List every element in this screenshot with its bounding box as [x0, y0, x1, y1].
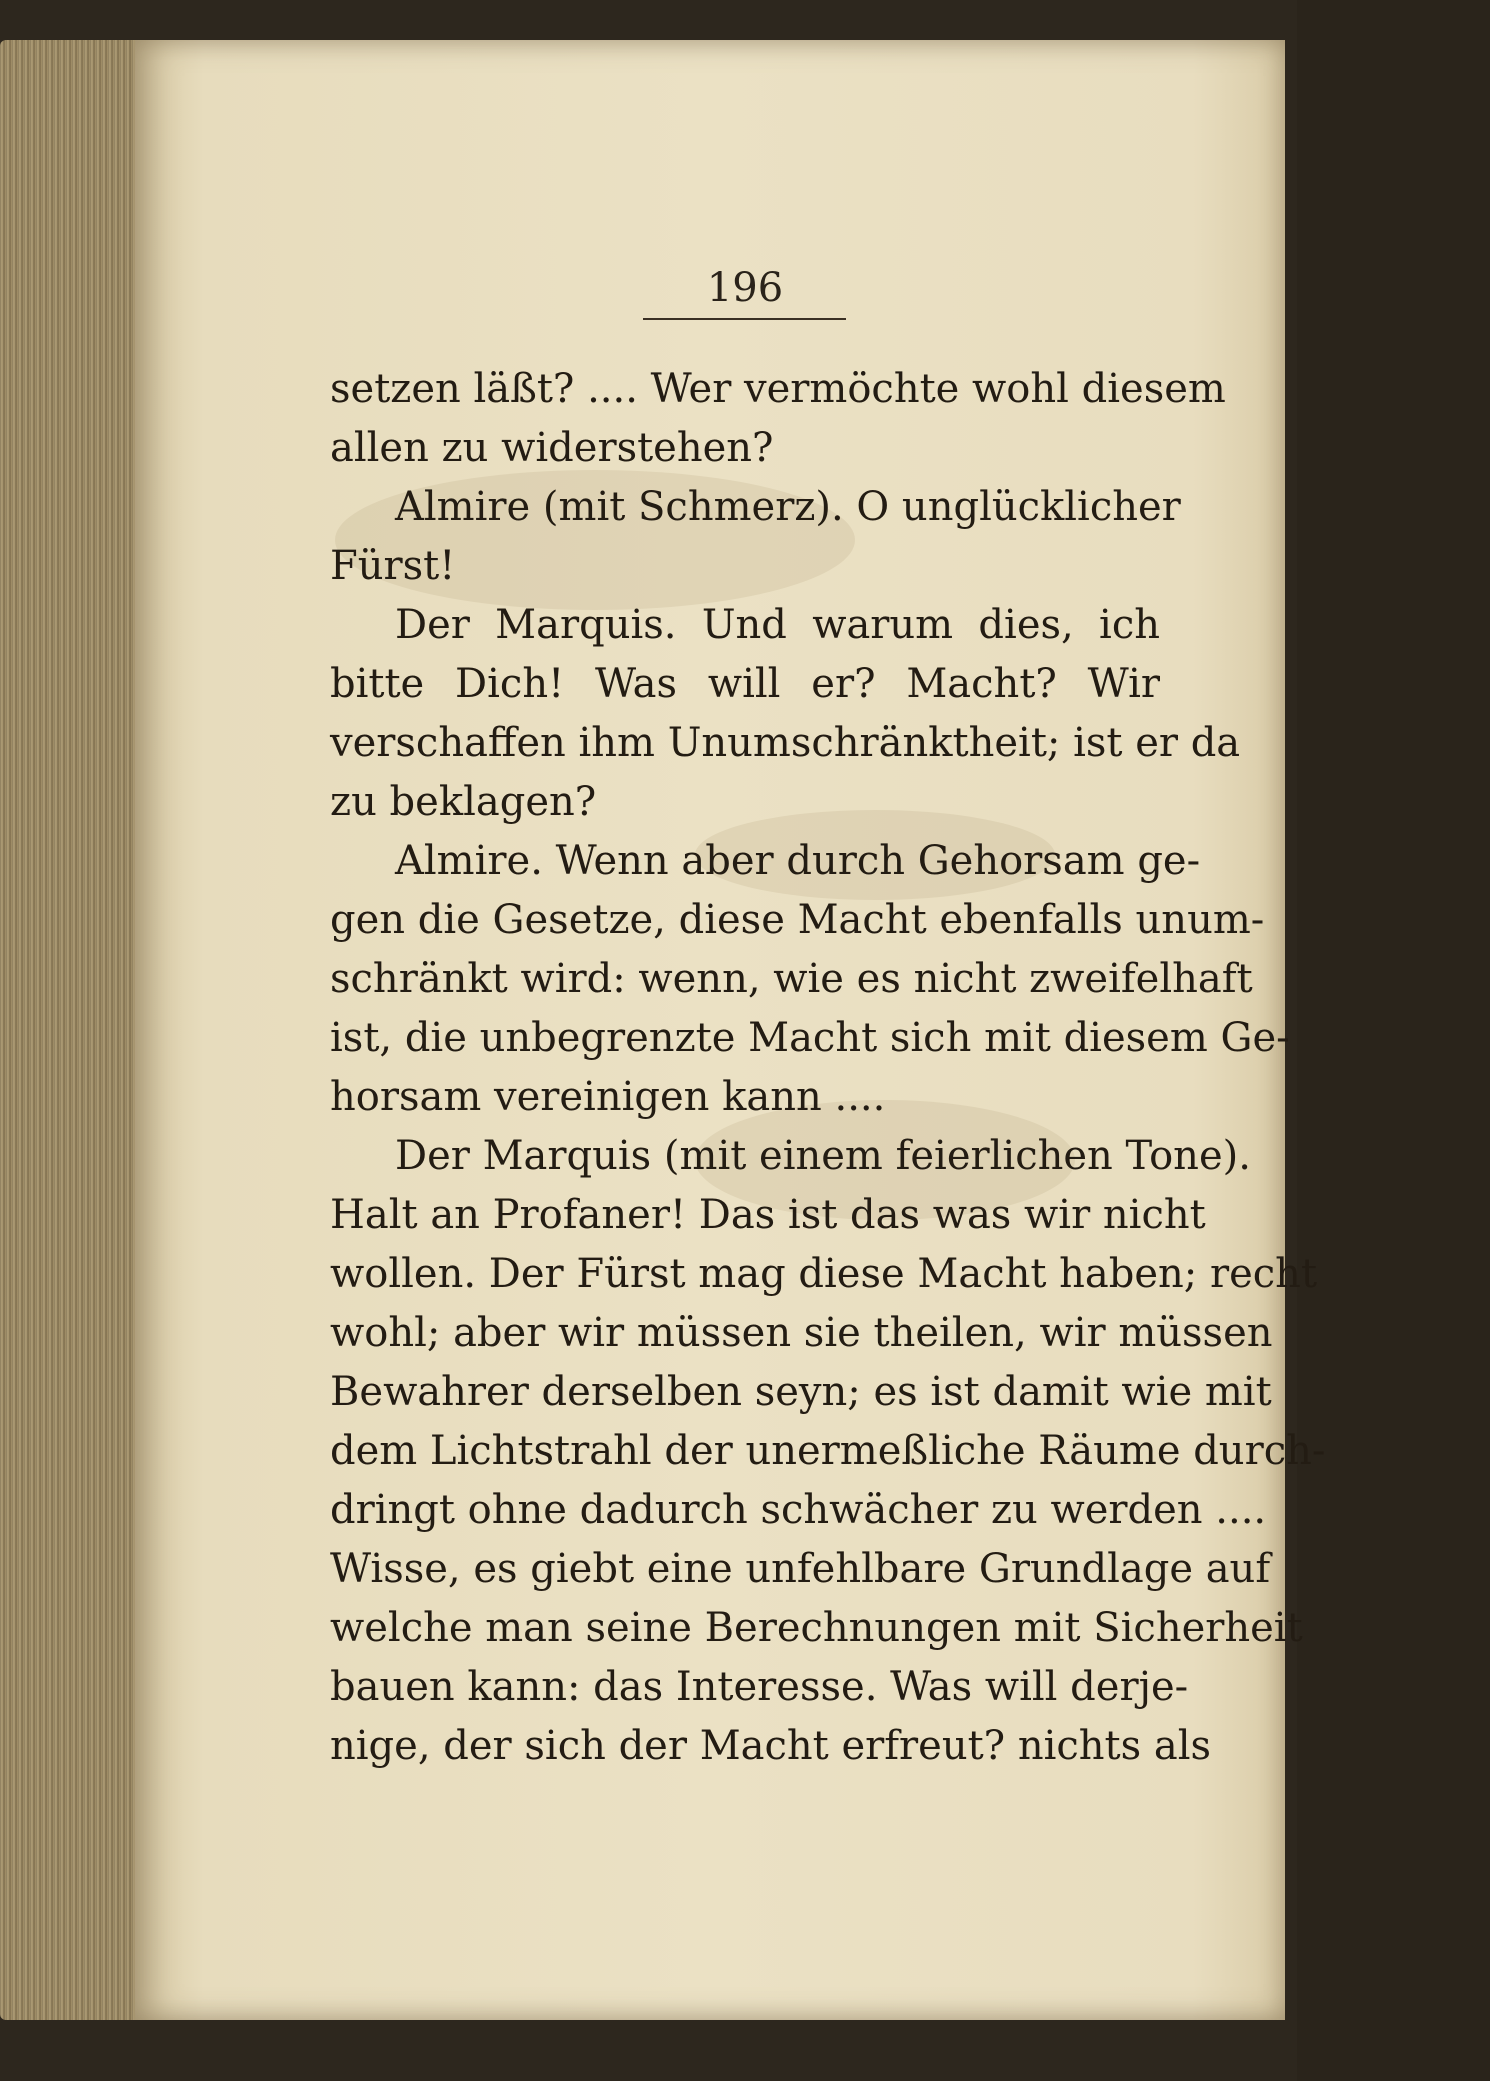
text-line: Almire (mit Schmerz). O unglücklicher: [395, 484, 1181, 530]
page-edges: [0, 40, 140, 2020]
text-line: Der Marquis. Und warum dies, ich: [395, 602, 1160, 648]
text-line: Bewahrer derselben seyn; es ist damit wie mit: [330, 1369, 1272, 1415]
text-line: horsam vereinigen kann ....: [330, 1074, 886, 1120]
text-line: Fürst!: [330, 543, 456, 589]
text-line: dem Lichtstrahl der unermeßliche Räume durch-: [330, 1428, 1326, 1474]
text-line: nige, der sich der Macht erfreut? nichts als: [330, 1723, 1212, 1769]
text-line: schränkt wird: wenn, wie es nicht zweifelhaft: [330, 956, 1253, 1002]
text-line: bitte Dich! Was will er? Macht? Wir: [330, 661, 1160, 707]
text-line: ist, die unbegrenzte Macht sich mit diesem Ge-: [330, 1015, 1290, 1061]
text-line: Halt an Profaner! Das ist das was wir nicht: [330, 1192, 1206, 1238]
text-line: Wisse, es giebt eine unfehlbare Grundlage auf: [330, 1546, 1271, 1592]
text-line: bauen kann: das Interesse. Was will derje-: [330, 1664, 1189, 1710]
text-line: welche man seine Berechnungen mit Sicherheit: [330, 1605, 1303, 1651]
text-line: wollen. Der Fürst mag diese Macht haben; recht: [330, 1251, 1318, 1297]
text-line: dringt ohne dadurch schwächer zu werden ....: [330, 1487, 1267, 1533]
header-rule: [643, 318, 846, 320]
text-line: zu beklagen?: [330, 779, 597, 825]
text-line: Almire. Wenn aber durch Gehorsam ge-: [395, 838, 1201, 884]
text-line: Der Marquis (mit einem feierlichen Tone).: [395, 1133, 1251, 1179]
text-line: wohl; aber wir müssen sie theilen, wir müssen: [330, 1310, 1273, 1356]
body-text: [330, 360, 1326, 1776]
page-number: 196: [706, 265, 784, 311]
text-line: allen zu widerstehen?: [330, 425, 774, 471]
text-line: verschaffen ihm Unumschränktheit; ist er da: [330, 720, 1241, 766]
text-line: gen die Gesetze, diese Macht ebenfalls unum-: [330, 897, 1265, 943]
text-line: setzen läßt? .... Wer vermöchte wohl diesem: [330, 366, 1226, 412]
